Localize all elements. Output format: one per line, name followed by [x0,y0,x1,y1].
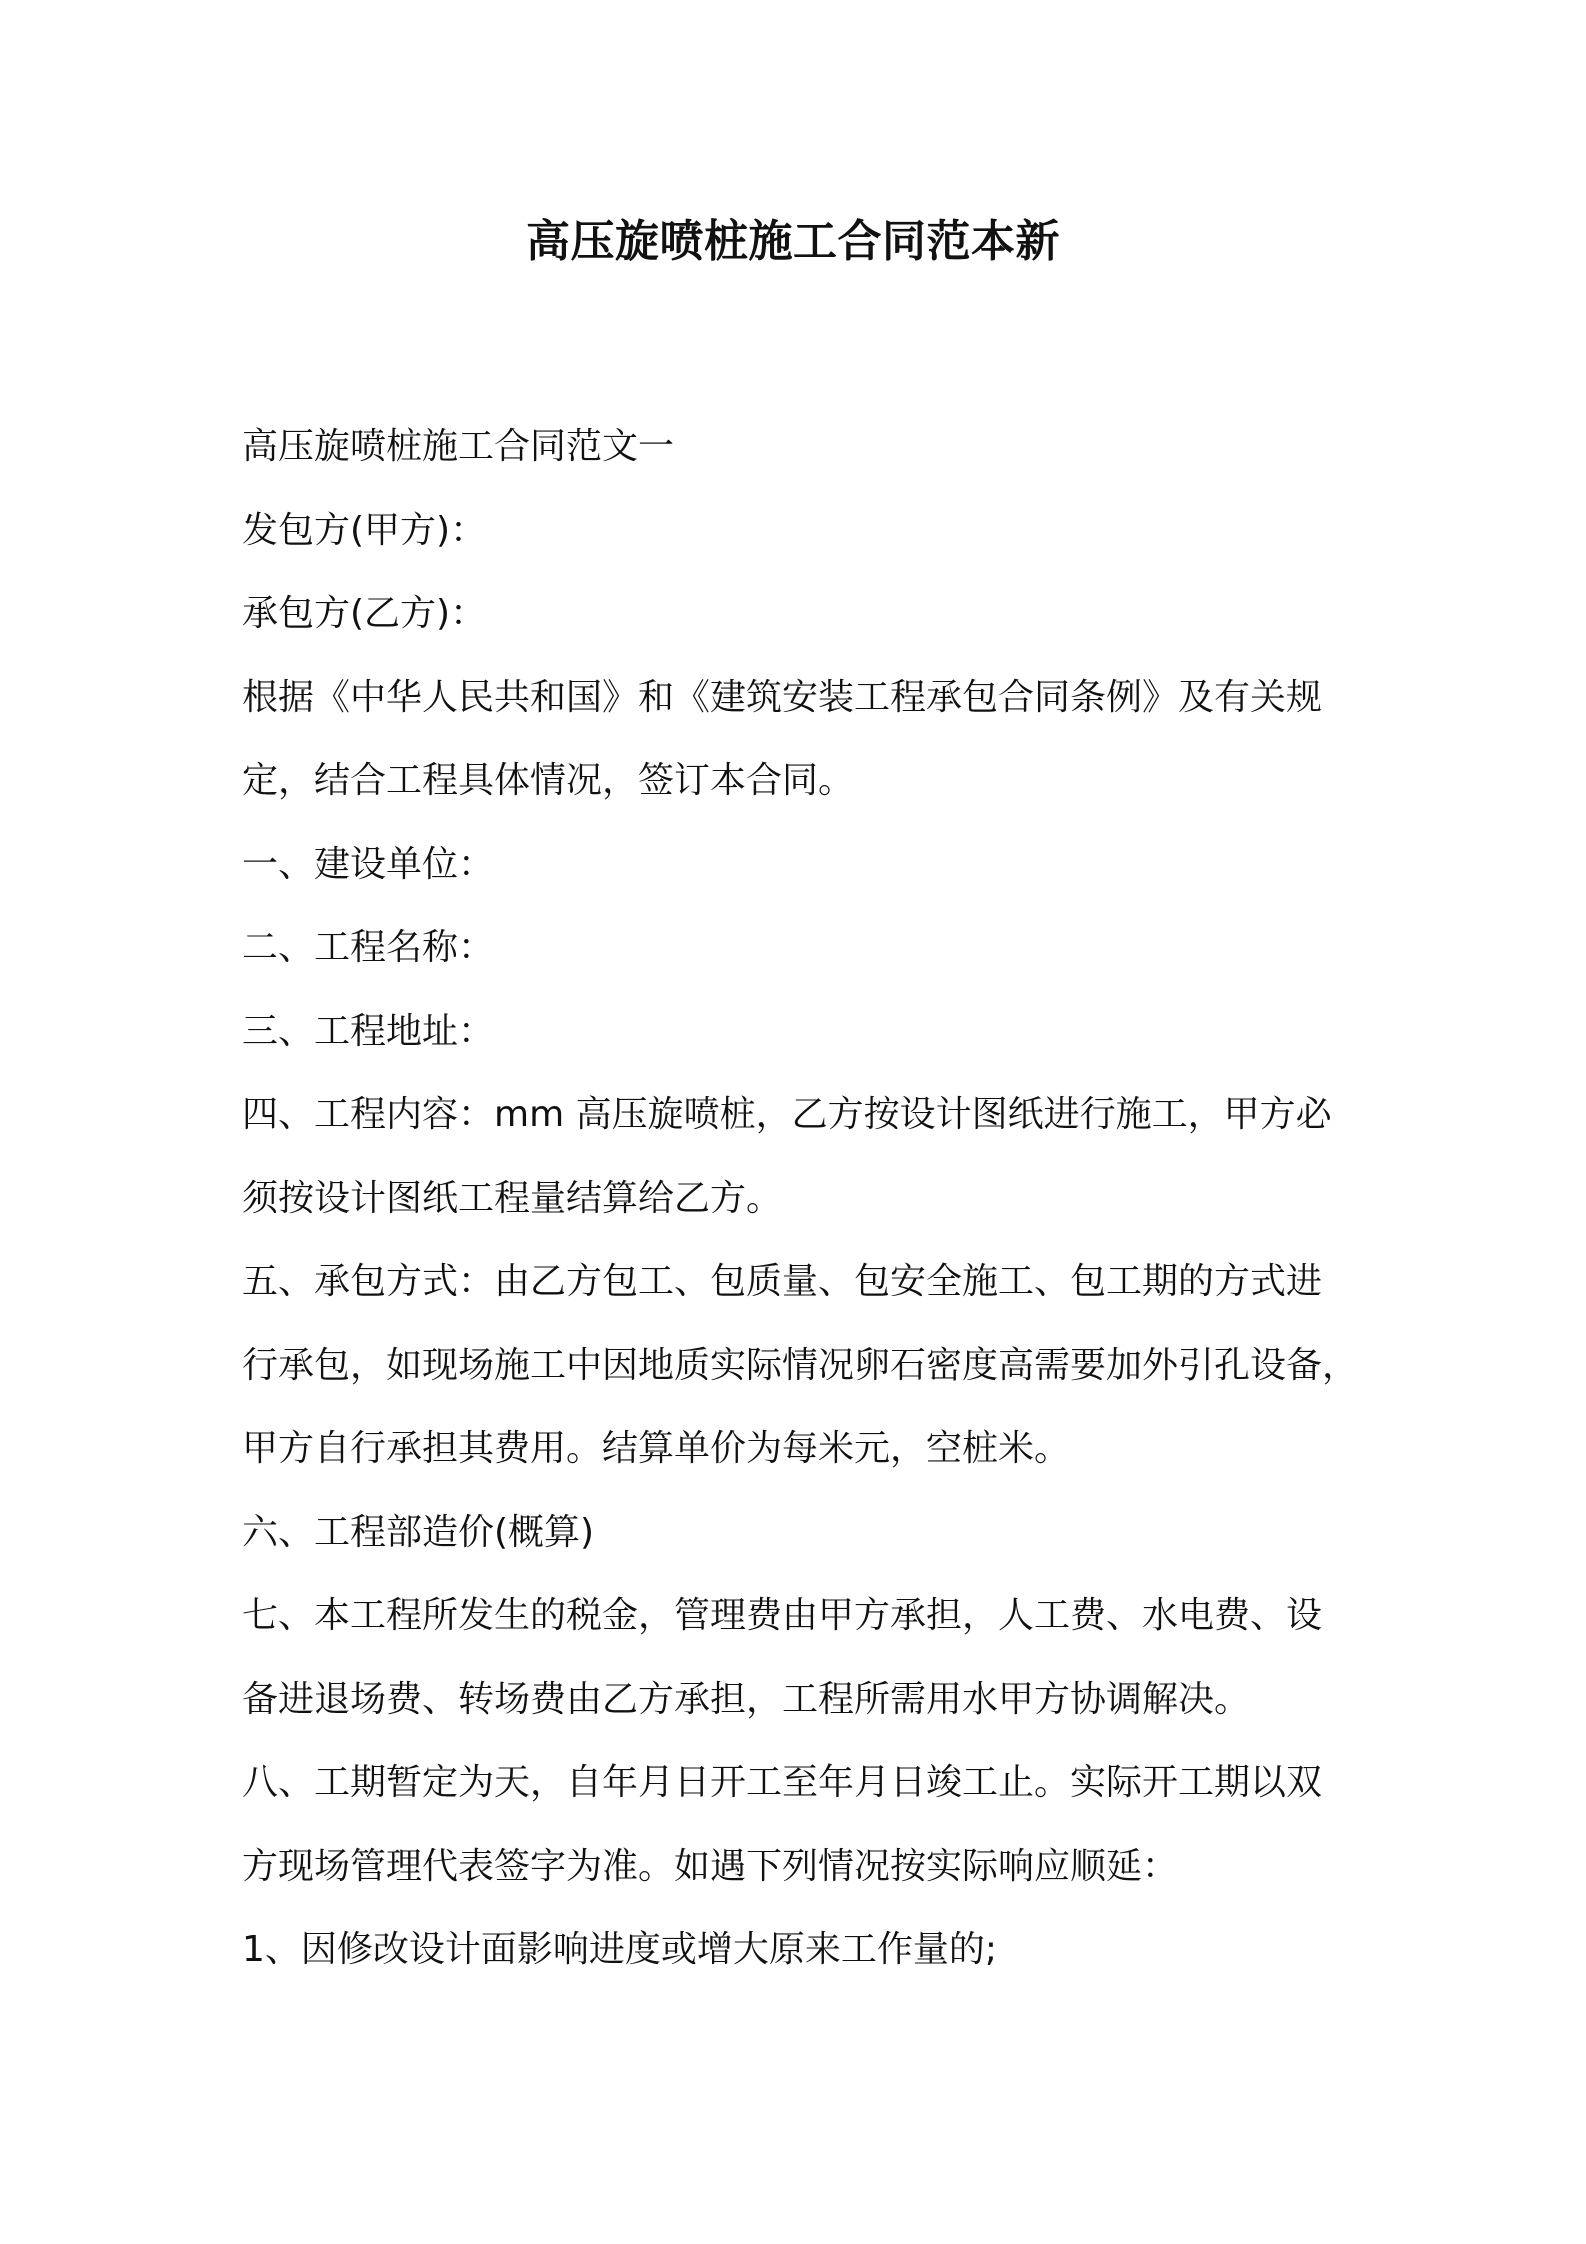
document-line: 甲方自行承担其费用。结算单价为每米元，空桩米。 [242,1428,1071,1469]
document-line: 1、因修改设计面影响进度或增大原来工作量的; [242,1929,998,1970]
document-body [242,405,1382,1992]
document-line: 发包方(甲方)： [242,509,487,551]
document-line: 三、工程地址： [242,1010,495,1052]
document-line: 定，结合工程具体情况，签订本合同。 [242,760,855,801]
document-line: 高压旋喷桩施工合同范文一 [242,426,675,467]
document-line: 四、工程内容：mm 高压旋喷桩，乙方按设计图纸进行施工，甲方必 [242,1094,1332,1135]
document-line: 八、工期暂定为天，自年月日开工至年月日竣工止。实际开工期以双 [242,1762,1323,1803]
document-line: 一、建设单位： [242,843,495,885]
document-title: 高压旋喷桩施工合同范本新 [526,216,1060,267]
document-line: 五、承包方式：由乙方包工、包质量、包安全施工、包工期的方式进 [242,1261,1323,1302]
document-line: 根据《中华人民共和国》和《建筑安装工程承包合同条例》及有关规 [242,676,1323,718]
document-line: 须按设计图纸工程量结算给乙方。 [242,1177,783,1219]
document-line: 方现场管理代表签字为准。如遇下列情况按实际响应顺延： [242,1845,1179,1887]
document-line: 承包方(乙方)： [242,593,487,634]
document-line: 七、本工程所发生的税金，管理费由甲方承担，人工费、水电费、设 [242,1595,1323,1636]
document-line: 二、工程名称： [242,927,495,968]
document-line: 备进退场费、转场费由乙方承担，工程所需用水甲方协调解决。 [242,1678,1251,1720]
document-line: 六、工程部造价(概算) [242,1511,595,1553]
document-line: 行承包，如现场施工中因地质实际情况卵石密度高需要加外引孔设备， [242,1344,1359,1386]
